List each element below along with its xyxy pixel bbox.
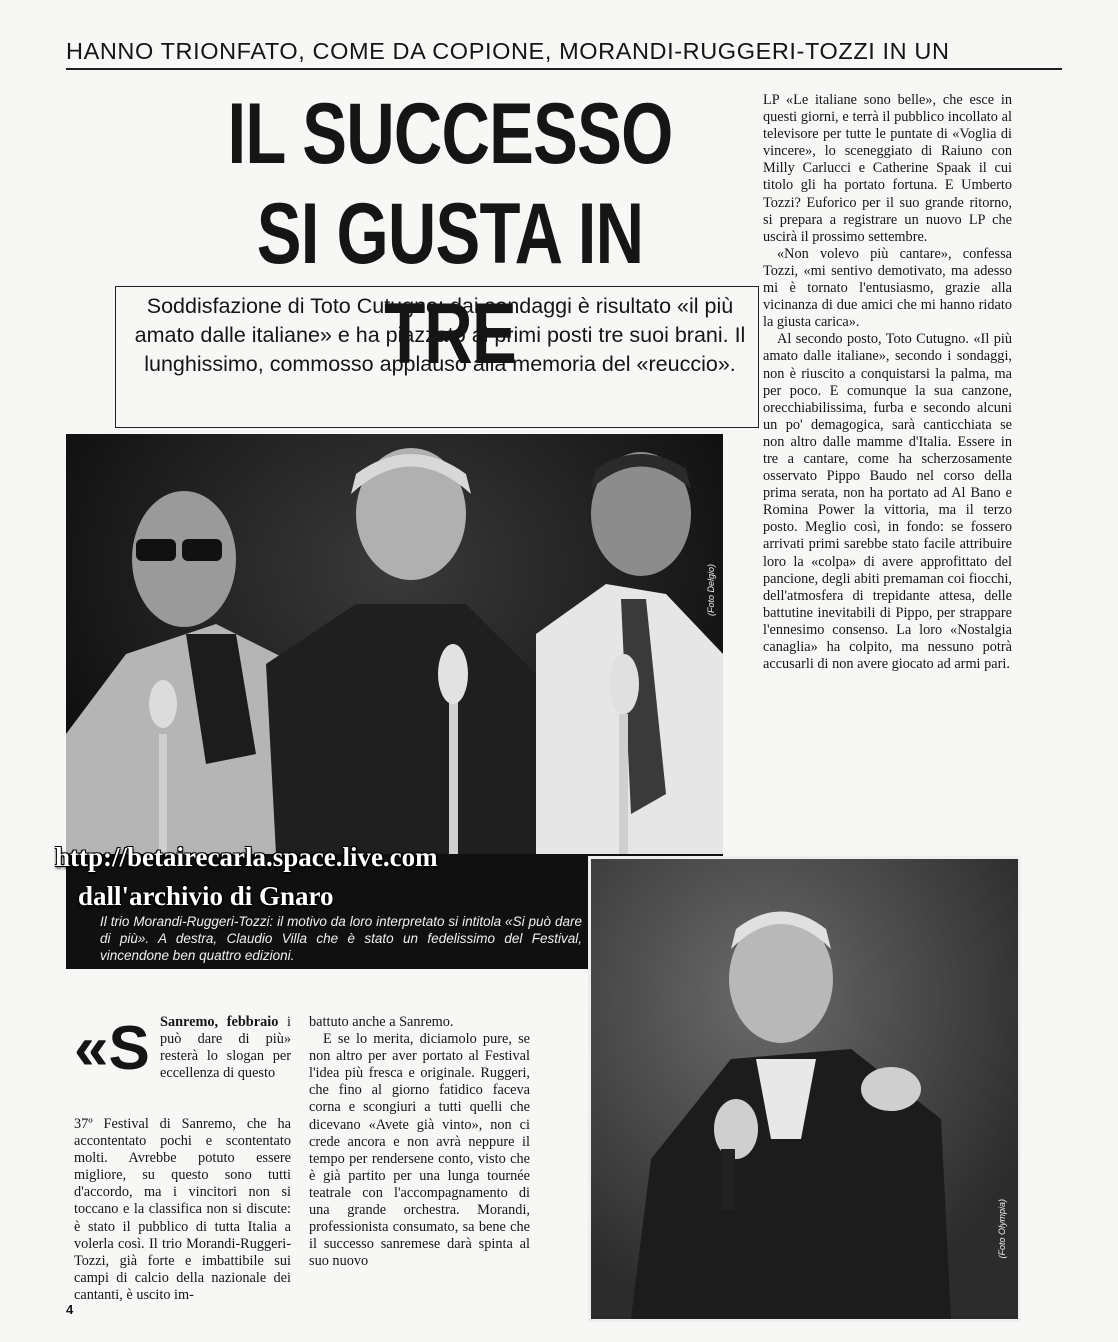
right-column-paragraph: Al secondo posto, Toto Cutugno. «Il più amato dalle italiane», secondo i sondaggi, non è riuscito a conquistarsi la palma, ma per poco. E comunque la sua canzone, orecchiabilissima, furba e secondo alcuni un po' demagogica, sarà canticchiata se non altro dalle mamme d'Italia. Essere in tre a cantare, come ha scherzosamente osservato Pippo Baudo nel corso della prima serata, non ha portato ad Al Bano e Romina Power la vittoria, ma il terzo posto. Meglio così, in fondo: se fossero arrivati primi sarebbe stato facile attribuire loro la «colpa» di avere approfittato del pancione, degli abiti premaman coi fiocchi, dell'atmosfera di trepidante attesa, delle battutine inevitabili di Pippo, per strappare l'ennesimo consenso. La loro «Nostalgia canaglia» ha colpito, ma nessuno potrà accusarli di non avere giocato ad armi pari. xyxy=(763,331,1012,673)
headline-line-2: SI GUSTA IN TRE xyxy=(256,186,644,382)
body-column-1-lead xyxy=(160,1014,291,1082)
kicker: HANNO TRIONFATO, COME DA COPIONE, MORANDI-RUGGERI-TOZZI IN UN xyxy=(66,38,950,64)
headline-line-1: IL SUCCESSO xyxy=(227,86,673,182)
body-column-1 xyxy=(74,1116,291,1304)
right-column-paragraph: LP «Le italiane sono belle», che esce in questi giorni, e terrà il pubblico incollato al televisore per tutte le puntate di «Voglia di vincere», lo sceneggiato di Raiuno con Milly Carlucci e Catherine Spaak il cui titolo gli ha portato fortuna. E Umberto Tozzi? Euforico per il suo grande ritorno, si prepara a registrare un nuovo LP che uscirà il prossimo settembre. xyxy=(763,92,1012,245)
photo-credit-top: (Foto Delgio) xyxy=(706,564,716,617)
dropcap: «S xyxy=(74,1014,150,1083)
villa-photo-image xyxy=(591,859,1018,1319)
watermark-url: http://betairecarla.space.live.com xyxy=(55,842,438,872)
kicker-rule xyxy=(66,68,1062,70)
photo-credit-bottom: (Foto Olympia) xyxy=(997,1199,1007,1259)
right-column-paragraph: «Non volevo più cantare», confessa Tozzi, «mi sentivo demotivato, ma adesso mi è tornato l'entusiasmo, grazie alla vicinanza di due amici che mi hanno ridato la giusta carica». xyxy=(763,245,1012,331)
photo-caption: Il trio Morandi-Ruggeri-Tozzi: il motivo da loro interpretato si intitola «Si può dare di più». A destra, Claudio Villa che è stato un fedelissimo del Festival, vincendone ben quattro edizioni. xyxy=(100,914,582,963)
body-paragraph: E se lo merita, diciamolo pure, se non altro per aver portato al Festival l'idea più fresca e originale. Ruggeri, che fino al giorno fatidico faceva corna e scongiuri a tutti quelli che dicevano «Avete già vinto», non ci crede ancora e non avrà neppure il tempo per rendersene conto, visto che è già partito per una lunga tournée teatrale con l'accompagnamento di una grande orchestra. Morandi, professionista consumato, sa bene che il successo sanremese darà spinta al suo nuovo xyxy=(309,1031,530,1270)
body-paragraph: battuto anche a Sanremo. xyxy=(309,1014,454,1030)
right-column xyxy=(763,92,1012,673)
body-column-2 xyxy=(309,1014,530,1270)
page-number: 4 xyxy=(66,1302,74,1317)
villa-photo xyxy=(588,856,1021,1322)
body-paragraph: 37º Festival di Sanremo, che ha accontentato pochi e scontentato molti. Avrebbe potuto essere migliore, su questo sono tutti d'accordo, ma i vincitori non si toccano e la classifica non si discute: è stato il pubblico di tutta Italia a volerla così. Il trio Morandi-Ruggeri-Tozzi, già forte e imbattibile sui campi di calcio della nazionale dei cantanti, è uscito im- xyxy=(74,1116,291,1303)
watermark-credit: dall'archivio di Gnaro xyxy=(78,881,334,911)
lead-text: i può dare di più» resterà lo slogan per eccellenza di questo xyxy=(160,1014,291,1082)
deck-text: Soddisfazione di Toto Cutugno: dai sondaggi è risultato «il più amato dalle italiane» e ha piazzato ai primi posti tre suoi brani. Il lunghissimo, commosso applauso alla memoria del «reuccio». xyxy=(134,294,746,376)
dateline: Sanremo, febbraio xyxy=(160,1014,279,1030)
